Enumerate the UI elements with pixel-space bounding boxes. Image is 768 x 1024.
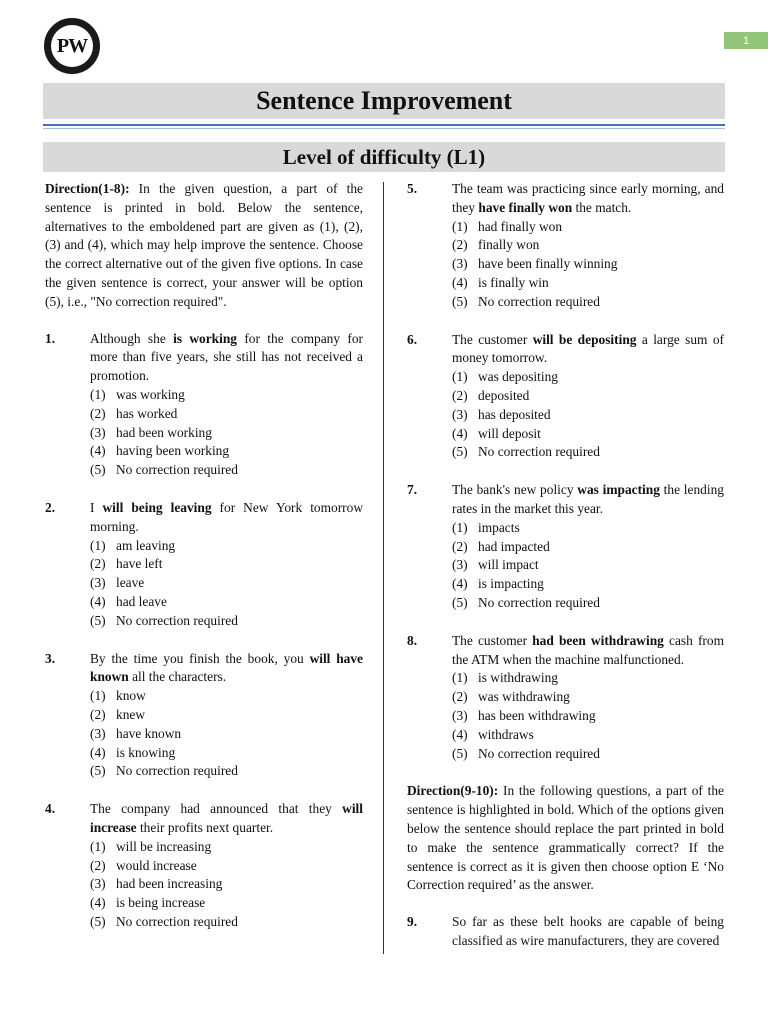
direction-text: In the given question, a part of the sentence is printed in bold. Below the sentence, alternatives to the emboldened part are given as (1), (2), (3) and (4), which may help improve the sentence. Choose the correct alternative out of the given five options. In case the given sentence is correct, your answer will be option (5), i.e., "No correction required". bbox=[45, 181, 363, 309]
option-row bbox=[452, 575, 724, 594]
option-text: would increase bbox=[116, 857, 197, 873]
option-number: (4) bbox=[90, 443, 106, 459]
option-text: No correction required bbox=[116, 462, 238, 478]
option-row bbox=[90, 612, 363, 631]
option-text: had finally won bbox=[478, 218, 563, 234]
option-row bbox=[452, 425, 724, 444]
direction-1-8 bbox=[45, 180, 363, 312]
option-number: (2) bbox=[452, 538, 468, 554]
option-number: (3) bbox=[90, 876, 106, 892]
option-number: (3) bbox=[452, 557, 468, 573]
question-text-pre: The customer bbox=[452, 331, 533, 347]
option-number: (4) bbox=[452, 576, 468, 592]
question-number: 5. bbox=[407, 181, 418, 196]
question-text-post: cash from the ATM when the machine malfunctioned. bbox=[452, 632, 724, 667]
option-row bbox=[90, 706, 363, 725]
question-item bbox=[407, 481, 724, 613]
question-number: 6. bbox=[407, 331, 418, 347]
option-text: was working bbox=[116, 386, 185, 402]
option-row bbox=[452, 688, 724, 707]
option-number: (5) bbox=[452, 745, 468, 761]
question-text bbox=[452, 331, 724, 369]
option-row bbox=[90, 405, 363, 424]
option-number: (1) bbox=[452, 369, 468, 385]
page-number: 1 bbox=[724, 32, 768, 49]
question-text-pre: So far as these belt hooks are capable of being classified as wire manufacturers, they are covered bbox=[452, 914, 724, 948]
option-text: is finally win bbox=[478, 274, 549, 290]
option-row bbox=[90, 574, 363, 593]
question-text bbox=[452, 632, 724, 670]
question-text-post: the match. bbox=[572, 199, 632, 215]
option-text: had been working bbox=[116, 424, 212, 440]
option-text: am leaving bbox=[116, 537, 176, 553]
question-bold-part: will increase bbox=[90, 801, 363, 835]
question-item bbox=[407, 331, 724, 463]
option-number: (5) bbox=[452, 444, 468, 460]
question-list-left bbox=[45, 330, 363, 932]
direction-9-10 bbox=[407, 782, 724, 895]
option-number: (2) bbox=[90, 857, 106, 873]
question-text bbox=[90, 499, 363, 537]
option-row bbox=[90, 424, 363, 443]
question-text-pre: The customer bbox=[452, 632, 533, 648]
option-text: No correction required bbox=[478, 444, 600, 460]
question-bold-part: will be depositing bbox=[532, 331, 637, 347]
option-number: (5) bbox=[90, 913, 106, 929]
left-column bbox=[45, 180, 363, 951]
option-row bbox=[452, 519, 724, 538]
option-number: (4) bbox=[452, 726, 468, 742]
question-number: 9. bbox=[407, 914, 418, 930]
option-row bbox=[90, 593, 363, 612]
option-text: has deposited bbox=[478, 406, 551, 422]
option-row bbox=[90, 725, 363, 744]
question-bold-part: have finally won bbox=[478, 199, 573, 215]
option-row bbox=[452, 293, 724, 312]
option-row bbox=[90, 857, 363, 876]
option-number: (4) bbox=[452, 425, 468, 441]
option-number: (1) bbox=[452, 670, 468, 686]
question-item bbox=[407, 632, 724, 764]
question-bold-part: had been withdrawing bbox=[532, 632, 664, 648]
question-text bbox=[452, 913, 724, 951]
question-bold-part: is working bbox=[173, 330, 237, 346]
option-number: (3) bbox=[452, 406, 468, 422]
question-text-pre: I bbox=[90, 499, 103, 515]
option-row bbox=[90, 894, 363, 913]
question-text-pre: The company had announced that they bbox=[90, 801, 343, 817]
option-number: (3) bbox=[90, 424, 106, 440]
option-row bbox=[90, 442, 363, 461]
option-text: finally won bbox=[478, 237, 540, 253]
option-text: having been working bbox=[116, 443, 230, 459]
option-number: (5) bbox=[90, 612, 106, 628]
question-bold-part: will have known bbox=[90, 650, 364, 685]
question-bold-part: was impacting bbox=[577, 482, 660, 498]
option-row bbox=[452, 236, 724, 255]
option-text: is impacting bbox=[478, 576, 544, 592]
option-text: has worked bbox=[116, 405, 178, 421]
option-row bbox=[90, 687, 363, 706]
question-text-post: for New York tomorrow morning. bbox=[90, 499, 363, 534]
question-list-right-2 bbox=[407, 913, 724, 951]
option-number: (2) bbox=[452, 689, 468, 705]
option-number: (5) bbox=[452, 293, 468, 309]
question-text-pre: Although she bbox=[90, 330, 174, 346]
option-row bbox=[452, 368, 724, 387]
question-item bbox=[407, 913, 724, 951]
question-item bbox=[45, 499, 363, 631]
question-item bbox=[45, 650, 363, 782]
option-text: have been finally winning bbox=[478, 256, 618, 272]
option-text: No correction required bbox=[478, 293, 600, 309]
direction-label: Direction(1-8): bbox=[45, 181, 130, 196]
option-text: is knowing bbox=[116, 744, 176, 760]
column-divider bbox=[383, 182, 384, 954]
option-text: withdraws bbox=[478, 726, 534, 742]
option-text: has been withdrawing bbox=[478, 707, 596, 723]
option-number: (3) bbox=[90, 725, 106, 741]
option-row bbox=[90, 555, 363, 574]
option-text: impacts bbox=[478, 519, 520, 535]
option-number: (4) bbox=[452, 274, 468, 290]
option-row bbox=[90, 744, 363, 763]
option-number: (1) bbox=[452, 519, 468, 535]
option-row bbox=[452, 745, 724, 764]
question-item bbox=[45, 330, 363, 480]
page-title: Sentence Improvement bbox=[43, 83, 725, 119]
option-number: (2) bbox=[90, 706, 106, 722]
question-number: 7. bbox=[407, 482, 418, 498]
option-text: No correction required bbox=[116, 763, 238, 779]
option-row bbox=[452, 255, 724, 274]
option-text: knew bbox=[116, 706, 146, 722]
option-number: (2) bbox=[90, 405, 106, 421]
option-row bbox=[452, 538, 724, 557]
option-number: (1) bbox=[452, 218, 468, 234]
option-number: (2) bbox=[452, 237, 468, 253]
question-item bbox=[45, 800, 363, 932]
option-text: will impact bbox=[478, 557, 539, 573]
option-number: (3) bbox=[90, 575, 106, 591]
option-row bbox=[90, 875, 363, 894]
option-number: (1) bbox=[90, 386, 106, 402]
option-number: (3) bbox=[452, 256, 468, 272]
question-text bbox=[90, 330, 363, 386]
direction-label: Direction(9-10): bbox=[407, 783, 499, 799]
option-row bbox=[452, 406, 724, 425]
option-number: (1) bbox=[90, 838, 106, 854]
option-text: No correction required bbox=[116, 913, 238, 929]
option-row bbox=[90, 386, 363, 405]
option-text: had impacted bbox=[478, 538, 550, 554]
option-number: (5) bbox=[90, 763, 106, 779]
option-row bbox=[452, 594, 724, 613]
option-text: No correction required bbox=[478, 745, 600, 761]
option-row bbox=[90, 537, 363, 556]
option-text: will deposit bbox=[478, 425, 541, 441]
option-text: was withdrawing bbox=[478, 689, 570, 705]
option-row bbox=[452, 669, 724, 688]
logo-text: PW bbox=[51, 25, 93, 67]
option-number: (4) bbox=[90, 895, 106, 911]
option-row bbox=[452, 387, 724, 406]
option-row bbox=[452, 726, 724, 745]
question-item bbox=[407, 180, 724, 312]
option-text: is withdrawing bbox=[478, 670, 558, 686]
right-column bbox=[407, 180, 724, 951]
option-row bbox=[452, 443, 724, 462]
question-text bbox=[452, 180, 724, 218]
option-text: have left bbox=[116, 556, 163, 572]
question-text bbox=[90, 650, 363, 688]
option-number: (4) bbox=[90, 593, 106, 609]
question-list-right bbox=[407, 180, 724, 763]
question-bold-part: will being leaving bbox=[102, 499, 212, 515]
option-text: had been increasing bbox=[116, 876, 223, 892]
option-text: will be increasing bbox=[116, 838, 212, 854]
option-row bbox=[90, 461, 363, 480]
question-text bbox=[452, 481, 724, 519]
question-text-pre: By the time you finish the book, you bbox=[90, 650, 310, 666]
question-text-pre: The bank's new policy bbox=[452, 482, 578, 498]
option-text: No correction required bbox=[116, 612, 238, 628]
option-row bbox=[90, 838, 363, 857]
option-number: (1) bbox=[90, 537, 106, 553]
title-rule bbox=[43, 124, 725, 126]
question-text-post: their profits next quarter. bbox=[136, 819, 274, 835]
option-row bbox=[452, 707, 724, 726]
question-text-pre: The team was practicing since early morning, and they bbox=[452, 181, 724, 215]
option-row bbox=[452, 274, 724, 293]
option-row bbox=[90, 913, 363, 932]
option-text: leave bbox=[116, 575, 145, 591]
question-number: 2. bbox=[45, 499, 56, 515]
option-number: (4) bbox=[90, 744, 106, 760]
option-number: (2) bbox=[90, 556, 106, 572]
question-number: 1. bbox=[45, 330, 56, 346]
option-number: (2) bbox=[452, 387, 468, 403]
difficulty-heading: Level of difficulty (L1) bbox=[43, 142, 725, 172]
question-text-post: all the characters. bbox=[128, 669, 227, 685]
option-text: was depositing bbox=[478, 369, 558, 385]
option-text: had leave bbox=[116, 593, 167, 609]
option-text: deposited bbox=[478, 387, 530, 403]
question-number: 3. bbox=[45, 650, 56, 666]
question-text bbox=[90, 800, 363, 838]
option-text: is being increase bbox=[116, 895, 206, 911]
option-text: No correction required bbox=[478, 594, 600, 610]
question-text-post: for the company for more than five years, she still has not received a promotion. bbox=[90, 330, 363, 384]
option-row bbox=[90, 762, 363, 781]
option-number: (5) bbox=[90, 462, 106, 478]
option-text: have known bbox=[116, 725, 182, 741]
option-number: (1) bbox=[90, 688, 106, 704]
option-text: know bbox=[116, 688, 146, 704]
question-text-post: the lending rates in the market this year. bbox=[452, 482, 724, 516]
option-row bbox=[452, 218, 724, 237]
title-rule-thin bbox=[43, 128, 725, 129]
direction-text: In the following questions, a part of the sentence is highlighted in bold. Which of the options given below the sentence should replace the part printed in bold to make the sentence grammatically correct? If the sentence is correct as it is given then choose option E ‘No Correction required’ as the answer. bbox=[407, 783, 724, 893]
question-number: 8. bbox=[407, 632, 418, 648]
question-text-post: a large sum of money tomorrow. bbox=[452, 331, 724, 366]
option-row bbox=[452, 556, 724, 575]
option-number: (5) bbox=[452, 594, 468, 610]
pw-logo bbox=[44, 18, 100, 74]
question-number: 4. bbox=[45, 801, 56, 817]
option-number: (3) bbox=[452, 707, 468, 723]
